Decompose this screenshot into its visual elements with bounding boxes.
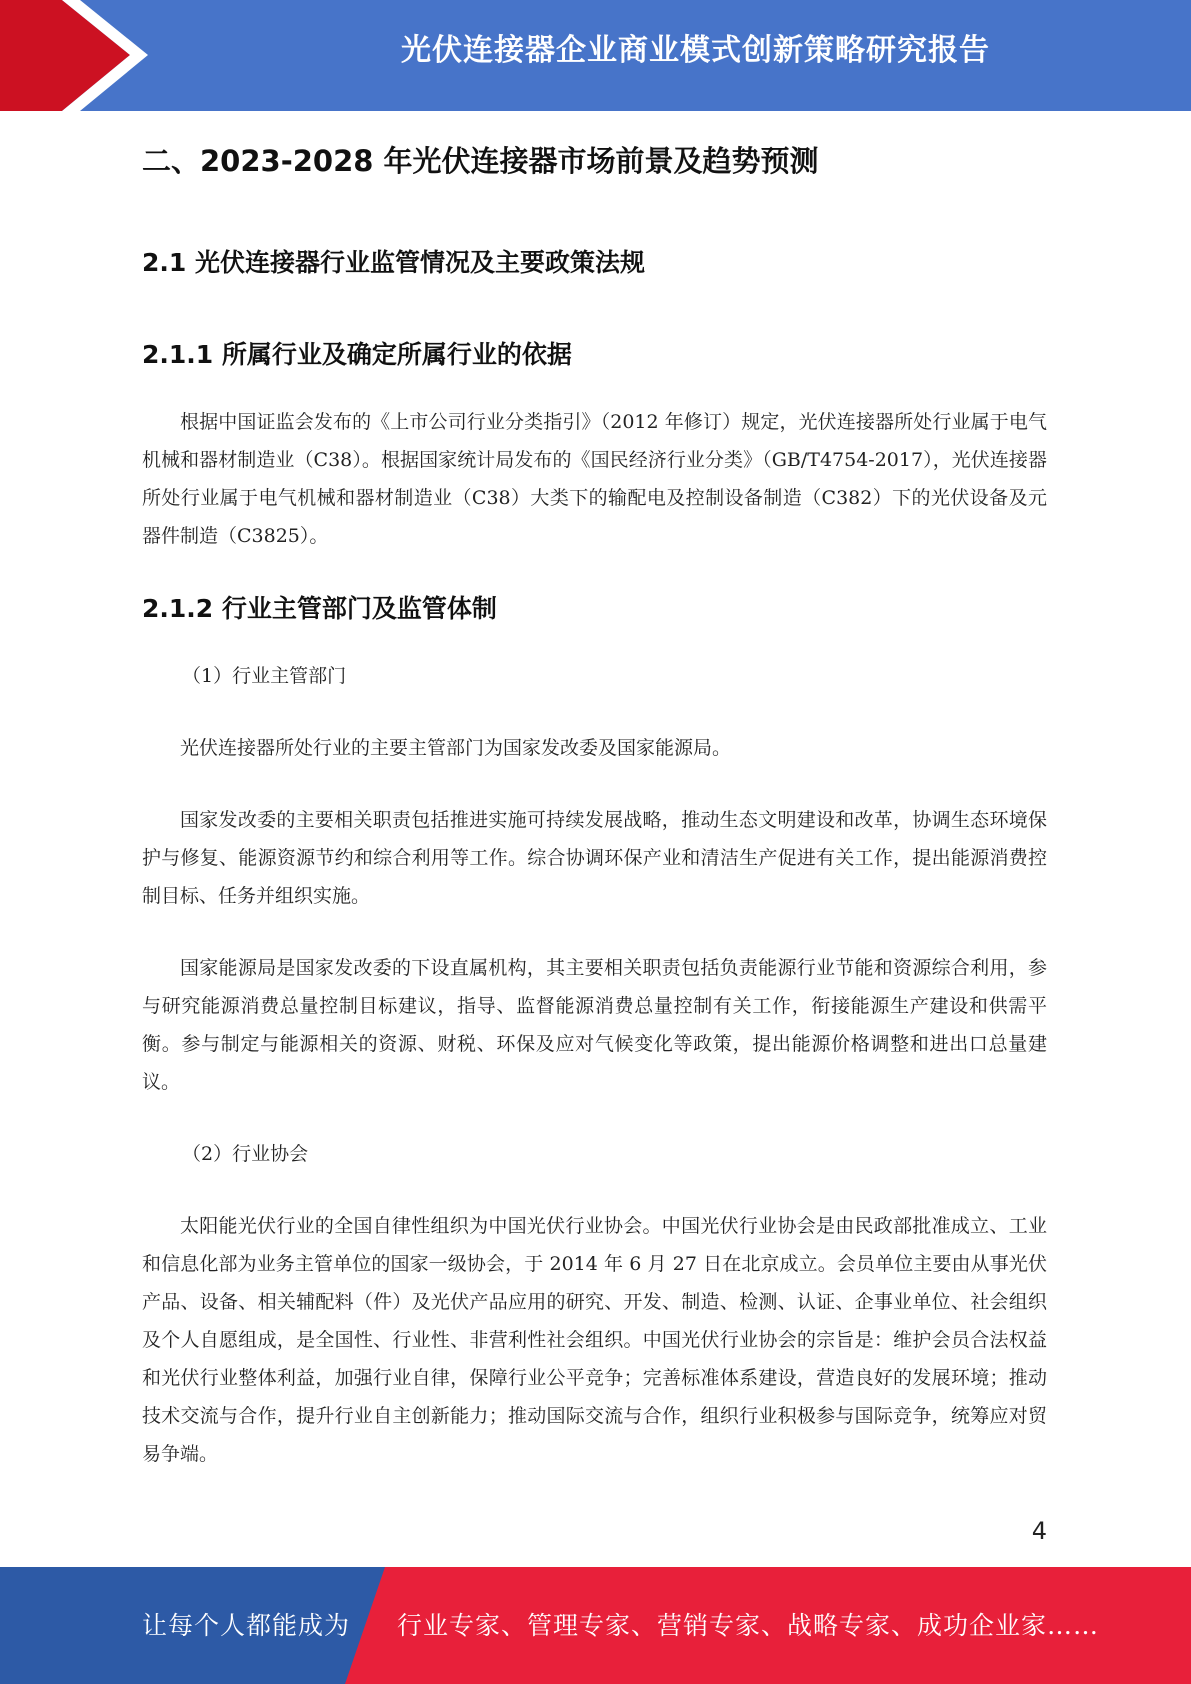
chapter-heading: 二、2023-2028 年光伏连接器市场前景及趋势预测 [142,144,819,178]
report-title: 光伏连接器企业商业模式创新策略研究报告 [401,33,990,68]
nea-paragraph: 国家能源局是国家发改委的下设直属机构，其主要相关职责包括负责能源行业节能和资源综合利用，参与研究能源消费总量控制目标建议，指导、监督能源消费总量控制有关工作，衔接能源生产建设和供需平衡。参与制定与能源相关的资源、财税、环保及应对气候变化等政策，提出能源价格调整和进出口总量建议。 [142,957,1047,1093]
footer-banner [0,1567,1191,1684]
section-heading: 2.1 光伏连接器行业监管情况及主要政策法规 [142,248,645,277]
ndrc-paragraph: 国家发改委的主要相关职责包括推进实施可持续发展战略，推动生态文明建设和改革，协调生态环境保护与修复、能源资源节约和综合利用等工作。综合协调环保产业和清洁生产促进有关工作，提出能源消费控制目标、任务并组织实施。 [142,809,1047,907]
subsection-heading-2: 2.1.2 行业主管部门及监管体制 [142,594,497,623]
page-content [142,137,1047,1507]
authorities-paragraph: 光伏连接器所处行业的主要主管部门为国家发改委及国家能源局。 [180,737,732,759]
page-number: 4 [1031,1517,1047,1545]
header-banner [0,0,1191,111]
header-arrow-decoration [0,0,160,111]
sub-heading-authorities: （1）行业主管部门 [182,665,347,687]
industry-classification-paragraph: 根据中国证监会发布的《上市公司行业分类指引》（2012 年修订）规定，光伏连接器所处行业属于电气机械和器材制造业（C38）。根据国家统计局发布的《国民经济行业分类》（GB/T4754-2017），光伏连接器所处行业属于电气机械和器材制造业（C38）大类下的输配电及控制设备制造（C382）下的光伏设备及元器件制造（C3825）。 [142,411,1047,547]
association-paragraph: 太阳能光伏行业的全国自律性组织为中国光伏行业协会。中国光伏行业协会是由民政部批准成立、工业和信息化部为业务主管单位的国家一级协会，于 2014 年 6 月 27 日在北京成立。会员单位主要由从事光伏产品、设备、相关辅配料（件）及光伏产品应用的研究、开发、制造、检测、认证、企事业单位、社会组织及个人自愿组成，是全国性、行业性、非营利性社会组织。中国光伏行业协会的宗旨是：维护会员合法权益和光伏行业整体利益，加强行业自律，保障行业公平竞争；完善标准体系建设，营造良好的发展环境；推动技术交流与合作，提升行业自主创新能力；推动国际交流与合作，组织行业积极参与国际竞争，统筹应对贸易争端。 [142,1215,1047,1465]
footer-slogan-right: 行业专家、管理专家、营销专家、战略专家、成功企业家…… [397,1611,1100,1640]
sub-heading-association: （2）行业协会 [182,1143,309,1165]
footer-slogan-left: 让每个人都能成为 [142,1611,351,1640]
subsection-heading-1: 2.1.1 所属行业及确定所属行业的依据 [142,340,572,369]
